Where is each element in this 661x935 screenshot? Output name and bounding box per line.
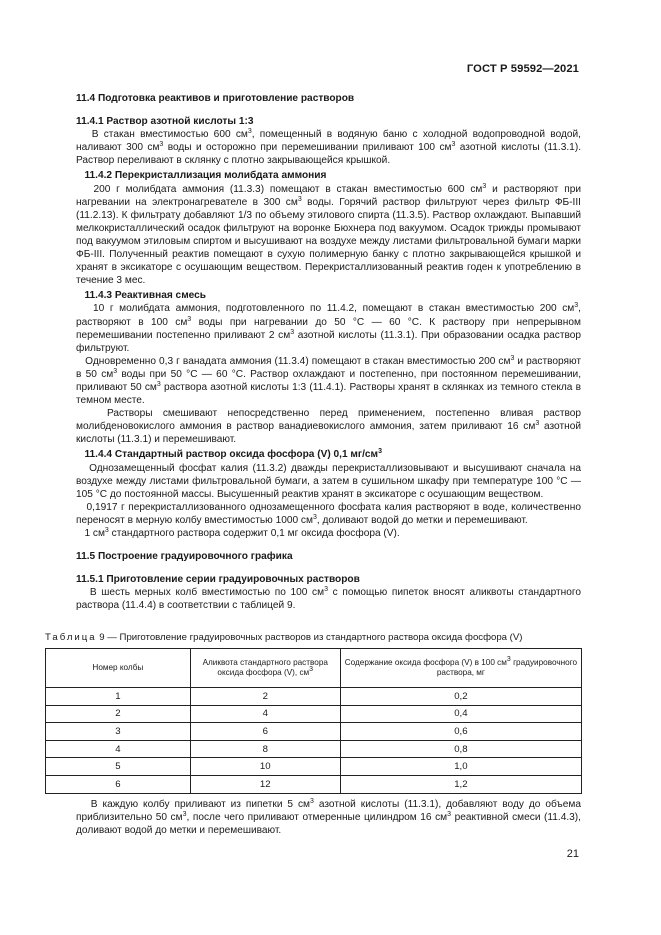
column-header-flask-number: Номер колбы bbox=[46, 649, 191, 688]
column-header-aliquot: Аликвота стандартного раствора оксида фосфора (V), $см^3$ bbox=[190, 649, 340, 688]
cell-aliquot: 4 bbox=[190, 705, 340, 723]
cell-aliquot: 8 bbox=[190, 740, 340, 758]
page-number: 21 bbox=[566, 848, 579, 860]
cell-content: 0,8 bbox=[340, 740, 581, 758]
section-11-5-1-title: 11.5.1 Приготовление серии градуировочных растворов bbox=[76, 574, 360, 586]
cell-aliquot: 12 bbox=[190, 775, 340, 793]
table-row bbox=[46, 740, 582, 758]
cell-flask: 6 bbox=[46, 775, 191, 793]
column-header-content: Содержание оксида фосфора (V) в 100 $см^3$ градуировочного раствора, мг bbox=[340, 649, 581, 688]
cell-content: 1,2 bbox=[340, 775, 581, 793]
main-text bbox=[76, 92, 581, 612]
section-11-4-title: 11.4 Подготовка реактивов и приготовление растворов bbox=[76, 93, 355, 104]
cell-flask: 3 bbox=[46, 723, 191, 741]
section-11-4-3-paragraph-1: 10 г молибдата аммония, подготовленного по 11.4.2, помещают в стакан вместимостью 200 $см^3$, растворяют в 100 $см^3$ воды при нагревании до 50 °С — 60 °С. К раствору при непрерывном перемешивании постепенно приливают 2 $см^3$ азотной кислоты (11.3.1). При образовании осадка раствор фильтруют. bbox=[76, 302, 582, 354]
cell-flask: 4 bbox=[46, 740, 191, 758]
cell-flask: 1 bbox=[46, 688, 191, 706]
table-row bbox=[46, 775, 582, 793]
section-11-4-3-paragraph-2: Одновременно 0,3 г ванадата аммония (11.3.4) помещают в стакан вместимостью 200 $см^3$ и растворяют в 50 $см^3$ воды при 50 °С — 60 °С. Раствор охлаждают и постепенно, при постоянном перемешивании, приливают 50 $см^3$ раствора азотной кислоты 1:3 (11.4.1). Растворы хранят в склянках из темного стекла в темном месте. bbox=[76, 354, 582, 407]
table-header-row bbox=[46, 649, 582, 688]
post-table-text bbox=[76, 798, 581, 837]
cell-flask: 2 bbox=[46, 705, 191, 723]
section-11-4-2-paragraph: 200 г молибдата аммония (11.3.3) помещают в стакан вместимостью 600 $см^3$ и растворяют при нагревании на электронагревателе в 300 $см^3$ воды. Горячий раствор фильтруют через фильтр ФБ-III (11.2.13). К фильтрату добавляют 1/3 по объему этилового спирта (11.3.5). Раствор охлаждают. Выпавший мелкокристаллический осадок фильтруют на воронке Бюхнера под вакуумом. Осадок трижды промывают под вакуумом этиловым спиртом и высушивают на воздухе между листами фильтровальной бумаги марки ФБ-III. Полученный реактив помещают в сухую полимерную банку с плотно закрывающейся крышкой и хранят в эксикаторе с осушающим веществом. Перекристаллизованный реактив годен к употреблению в течение 3 мес. bbox=[76, 182, 581, 287]
section-11-5-1-paragraph: В шесть мерных колб вместимостью по 100 $см^3$ с помощью пипеток вносят аликвоты стандартного раствора (11.4.4) в соответствии с таблицей 9. bbox=[76, 586, 582, 612]
table-row bbox=[46, 688, 582, 706]
section-11-4-4-paragraph-2: 0,1917 г перекристаллизованного однозамещенного фосфата калия растворяют в воде, количественно переносят в мерную колбу вместимостью 1000 $см^3$, доливают водой до метки и перемешивают. bbox=[76, 501, 581, 526]
post-table-paragraph: В каждую колбу приливают из пипетки 5 $см^3$ азотной кислоты (11.3.1), добавляют воду до объема приблизительно 50 $см^3$, после чего приливают отмеренные цилиндром 16 $см^3$ реактивной смеси (11.4.3), доливают водой до метки и перемешивают. bbox=[76, 798, 581, 837]
section-11-4-4-paragraph-3: 1 $см^3$ стандартного раствора содержит 0,1 мг оксида фосфора (V). bbox=[84, 527, 400, 539]
table-row bbox=[46, 705, 582, 723]
section-11-4-1-paragraph: В стакан вместимостью 600 $см^3$, помещенный в водяную баню с холодной водопроводной водой, наливают 300 $см^3$ воды и осторожно при перемешивании приливают 100 $см^3$ азотной кислоты (11.3.1). Раствор переливают в склянку с плотно закрывающейся крышкой. bbox=[76, 128, 582, 167]
cell-content: 1,0 bbox=[340, 758, 581, 776]
section-11-5-title: 11.5 Построение градуировочного графика bbox=[76, 551, 293, 563]
table-row bbox=[46, 758, 582, 776]
section-11-4-1-title: 11.4.1 Раствор азотной кислоты 1:3 bbox=[76, 116, 254, 128]
section-11-4-3-paragraph-3: Растворы смешивают непосредственно перед применением, постепенно вливая раствор молибденовокислого аммония в раствор ванадиевокислого аммония, затем приливают 16 $см^3$ азотной кислоты (11.3.1) и перемешивают. bbox=[76, 408, 581, 446]
section-11-4-4-title: 11.4.4 Стандартный раствор оксида фосфора (V) 0,1 $мг/см^3$ bbox=[84, 448, 382, 461]
section-11-4-3-title: 11.4.3 Реактивная смесь bbox=[84, 290, 207, 302]
cell-content: 0,6 bbox=[340, 723, 581, 741]
cell-aliquot: 2 bbox=[190, 688, 340, 706]
section-11-4-2-title: 11.4.2 Перекристаллизация молибдата аммония bbox=[84, 170, 327, 182]
cell-flask: 5 bbox=[46, 758, 191, 776]
cell-content: 0,2 bbox=[340, 688, 581, 706]
calibration-table bbox=[45, 648, 582, 794]
standard-header: ГОСТ Р 59592—2021 bbox=[466, 63, 579, 75]
table-row bbox=[46, 723, 582, 741]
cell-aliquot: 6 bbox=[190, 723, 340, 741]
table-caption: Таблица 9 — Приготовление градуировочных растворов из стандартного раствора оксида фосфора (V) bbox=[45, 632, 523, 643]
cell-aliquot: 10 bbox=[190, 758, 340, 776]
cell-content: 0,4 bbox=[340, 705, 581, 723]
section-11-4-4-paragraph-1: Однозамещенный фосфат калия (11.3.2) дважды перекристаллизовывают и высушивают сначала на воздухе между листами фильтровальной бумаги, а затем в сушильном шкафу при температуре 100 °С — 105 °С до постоянной массы. Высушенный реактив хранят в эксикаторе с осушающим веществом. bbox=[76, 462, 581, 500]
